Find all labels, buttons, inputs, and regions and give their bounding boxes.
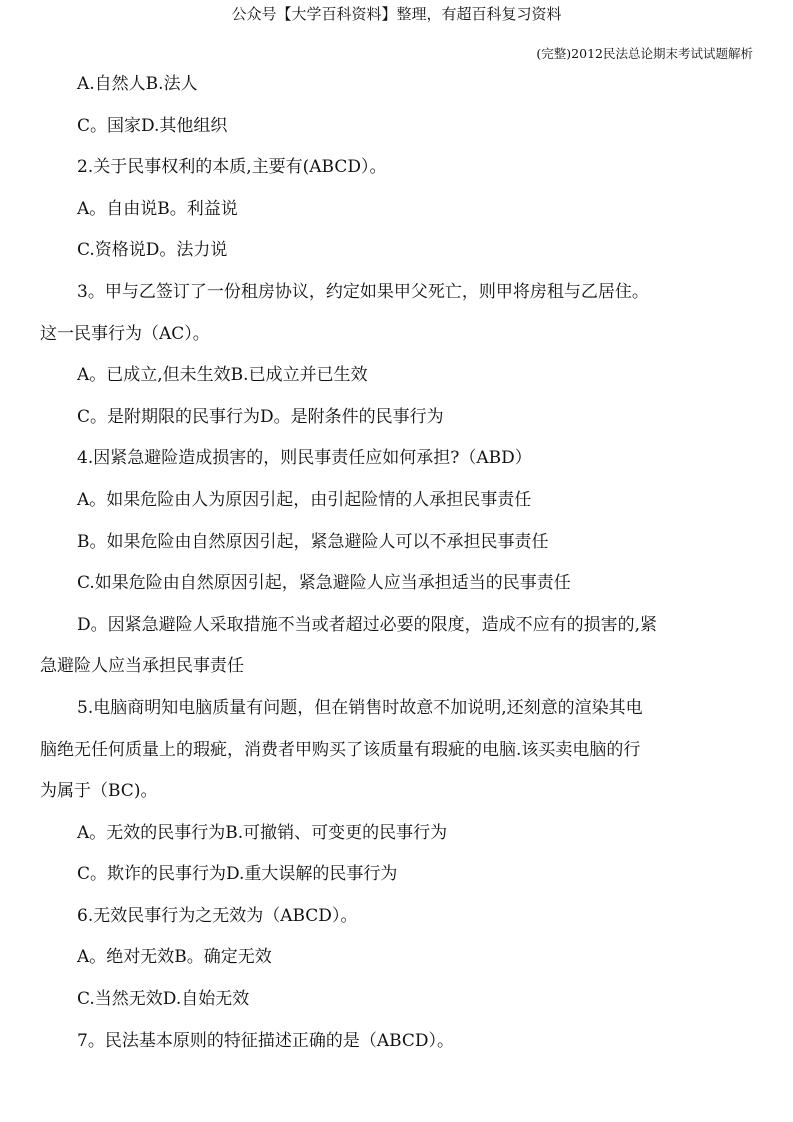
text-line: 这一民事行为（AC）。: [40, 323, 210, 344]
text-line: A。自由说B。利益说: [77, 198, 238, 219]
text-line: A。无效的民事行为B.可撤销、可变更的民事行为: [77, 822, 448, 843]
text-line: A。已成立,但未生效B.已成立并已生效: [77, 365, 368, 386]
text-line: 5.电脑商明知电脑质量有问题，但在销售时故意不加说明,还刻意的渲染其电: [77, 697, 643, 718]
text-line: 脑绝无任何质量上的瑕疵，消费者甲购买了该质量有瑕疵的电脑.该买卖电脑的行: [40, 739, 641, 760]
text-line: A.自然人B.法人: [77, 74, 198, 94]
text-line: C.当然无效D.自始无效: [77, 989, 250, 1010]
text-line: 6.无效民事行为之无效为（ABCD）。: [77, 905, 358, 926]
text-line: A。绝对无效B。确定无效: [77, 947, 272, 968]
text-line: D。因紧急避险人采取措施不当或者超过必要的限度，造成不应有的损害的,紧: [77, 614, 658, 635]
text-line: 2.关于民事权利的本质,主要有(ABCD）。: [77, 157, 387, 178]
text-line: C。国家D.其他组织: [77, 115, 228, 136]
text-line: 3。甲与乙签订了一份租房协议，约定如果甲父死亡，则甲将房租与乙居住。: [77, 281, 649, 302]
text-line: C。欺诈的民事行为D.重大误解的民事行为: [77, 864, 398, 885]
text-line: B。如果危险由自然原因引起，紧急避险人可以不承担民事责任: [77, 531, 549, 552]
document-body: [40, 64, 756, 1062]
text-line: 为属于（BC)。: [40, 781, 158, 802]
text-line: 急避险人应当承担民事责任: [40, 656, 244, 677]
text-line: C.如果危险由自然原因引起，紧急避险人应当承担适当的民事责任: [77, 573, 571, 594]
text-line: 4.因紧急避险造成损害的，则民事责任应如何承担?（ABD）: [77, 448, 532, 469]
text-line: C.资格说D。法力说: [77, 240, 228, 261]
text-line: 7。民法基本原则的特征描述正确的是（ABCD）。: [77, 1030, 455, 1051]
text-line: C。是附期限的民事行为D。是附条件的民事行为: [77, 406, 444, 427]
document-title-header: (完整)2012民法总论期末考试试题解析: [536, 46, 753, 61]
text-line: A。如果危险由人为原因引起，由引起险情的人承担民事责任: [77, 489, 532, 510]
page-banner: 公众号【大学百科资料】整理，有超百科复习资料: [231, 5, 562, 23]
